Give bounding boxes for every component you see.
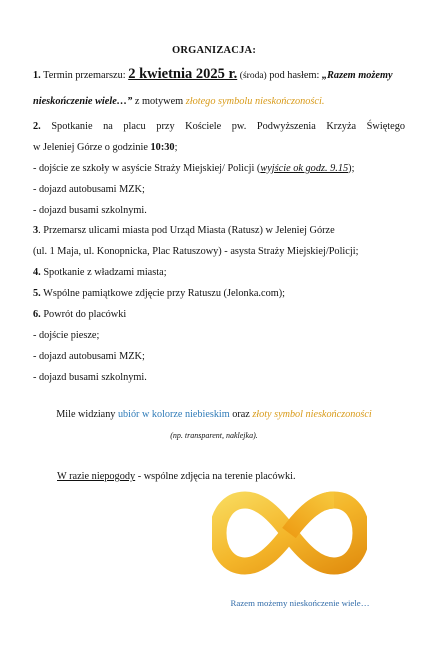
item-2-line-1 [33, 120, 405, 134]
motif-text: złotego symbolu nieskończoności. [185, 96, 325, 107]
dress-code-gold-symbol: złoty symbol nieskończoności [252, 409, 372, 420]
item-2-number: 2. [33, 121, 41, 132]
item-2-bullet-1 [33, 162, 405, 176]
item-2-bullet-3: - dojazd busami szkolnymi. [33, 205, 147, 216]
item-6-bullet-3: - dojazd busami szkolnymi. [33, 372, 147, 383]
item-3-text: . Przemarsz ulicami miasta pod Urząd Miasta (Ratusz) w Jeleniej Górze [38, 225, 335, 236]
item-1-number: 1. [33, 70, 41, 81]
item-2-line-2 [33, 141, 405, 155]
item-6-number: 6. [33, 309, 41, 320]
weather-text: - wspólne zdjęcia na terenie placówki. [135, 471, 296, 482]
item-4-text: Spotkanie z władzami miasta; [43, 267, 167, 278]
item-6-bullet-1: - dojście piesze; [33, 330, 100, 341]
item-1-line-2 [33, 95, 405, 109]
slogan-part-1: „Razem możemy [321, 70, 393, 81]
item-2-bullet-2: - dojazd autobusami MZK; [33, 184, 145, 195]
infinity-symbol-icon [212, 478, 367, 588]
item-2-text: Spotkanie na placu przy Kościele pw. Podwyższenia Krzyża Świętego [51, 121, 405, 132]
bullet-walk-from-school: - dojście ze szkoły w asyście Straży Miejskiej/ Policji ( [33, 163, 261, 174]
item-6-bullet-2: - dojazd autobusami MZK; [33, 351, 145, 362]
item-3-number: 3 [33, 225, 39, 236]
item-5-text: Wspólne pamiątkowe zdjęcie przy Ratuszu (Jelonka.com); [43, 288, 286, 299]
item-2-semicolon: ; [174, 142, 178, 153]
dress-code-intro: Mile widziany [56, 409, 116, 420]
item-6 [33, 308, 405, 322]
dress-code-and: oraz [232, 409, 250, 420]
dress-code-line [0, 409, 428, 420]
dress-code-note: (np. transparent, naklejka). [170, 431, 258, 440]
item-1-slogan-intro: pod hasłem: [269, 70, 320, 81]
item-3-line-1 [33, 224, 405, 238]
tagline: Razem możemy nieskończenie wiele… [230, 598, 370, 608]
item-3-line-2: (ul. 1 Maja, ul. Konopnicka, Plac Ratuszowy) - asysta Straży Miejskiej/Policji; [33, 246, 359, 257]
item-6-text: Powrót do placówki [43, 309, 127, 320]
item-5 [33, 287, 405, 301]
item-4-number: 4. [33, 267, 41, 278]
departure-time-note: wyjście ok godz. 9.15 [260, 163, 349, 174]
item-1-line-1 [33, 67, 405, 83]
dress-code-blue: ubiór w kolorze niebieskim [117, 409, 230, 420]
item-2-place: w Jeleniej Górze o godzinie [33, 142, 148, 153]
item-1-intro: Termin przemarszu: [43, 70, 126, 81]
heading-organizacja: ORGANIZACJA: [171, 45, 257, 56]
event-date: 2 kwietnia 2025 r. [128, 66, 238, 82]
bullet-end: ); [348, 163, 355, 174]
event-day: (środa) [239, 71, 267, 81]
weather-label: W razie niepogody [57, 471, 136, 482]
item-5-number: 5. [33, 288, 41, 299]
item-1-motif-intro: z motywem [134, 96, 184, 107]
item-4 [33, 266, 405, 280]
slogan-part-2: nieskończenie wiele…” [33, 96, 133, 107]
meeting-time: 10:30 [150, 142, 175, 153]
